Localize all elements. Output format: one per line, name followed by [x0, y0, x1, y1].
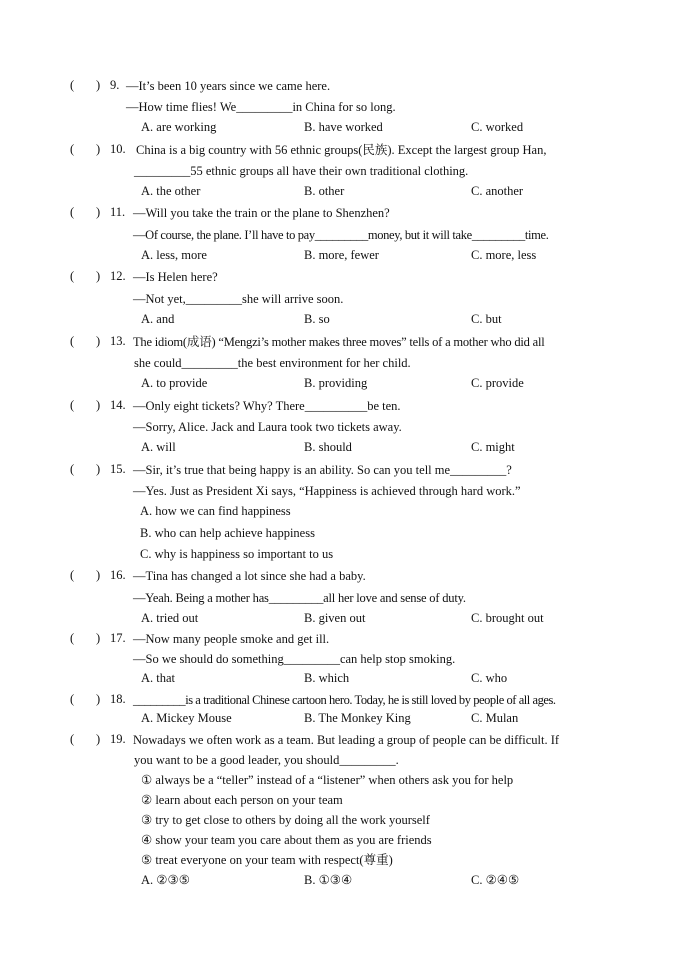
option-a[interactable]: A. are working — [141, 120, 217, 134]
option-b[interactable]: B. The Monkey King — [304, 711, 411, 725]
option-a[interactable]: A. and — [141, 312, 175, 326]
question-line: —Is Helen here? — [133, 270, 218, 284]
option-a[interactable]: A. how we can find happiness — [140, 504, 291, 518]
option-b[interactable]: B. other — [304, 184, 345, 198]
option-c[interactable]: C. more, less — [471, 248, 537, 262]
option-c[interactable]: C. ②④⑤ — [471, 873, 520, 887]
question-line: —How time flies! We_________in China for so long. — [126, 100, 396, 114]
option-a[interactable]: A. ②③⑤ — [141, 873, 190, 887]
question-line: she could_________the best environment for her child. — [134, 356, 411, 370]
option-a[interactable]: A. will — [141, 440, 176, 454]
option-c[interactable]: C. why is happiness so important to us — [140, 547, 334, 561]
question-number: 10. — [110, 142, 126, 156]
option-a[interactable]: A. to provide — [141, 376, 208, 390]
question-number: 18. — [110, 692, 126, 706]
option-b[interactable]: B. so — [304, 312, 330, 326]
question-line: —Now many people smoke and get ill. — [133, 632, 330, 646]
answer-blank[interactable]: ( ) — [70, 142, 101, 156]
question-line: —Yeah. Being a mother has_________all her love and sense of duty. — [133, 591, 466, 605]
question-line: —It’s been 10 years since we came here. — [126, 79, 331, 93]
question-line: China is a big country with 56 ethnic groups(民族). Except the largest group Han, — [136, 143, 547, 157]
option-c[interactable]: C. Mulan — [471, 711, 519, 725]
question-line: —Of course, the plane. I’ll have to pay_________money, but it will take_________time. — [133, 228, 549, 242]
statement-1: ① always be a “teller” instead of a “listener” when others ask you for help — [141, 773, 514, 787]
answer-blank[interactable]: ( ) — [70, 269, 101, 283]
statement-2: ② learn about each person on your team — [141, 793, 343, 807]
option-c[interactable]: C. another — [471, 184, 524, 198]
question-line: —Only eight tickets? Why? There__________be ten. — [133, 399, 401, 413]
question-line: —Will you take the train or the plane to Shenzhen? — [133, 206, 390, 220]
statement-4: ④ show your team you care about them as you are friends — [141, 833, 432, 847]
question-number: 9. — [110, 78, 120, 92]
question-number: 15. — [110, 462, 126, 476]
question-line: —Tina has changed a lot since she had a baby. — [133, 569, 366, 583]
option-c[interactable]: C. who — [471, 671, 508, 685]
option-c[interactable]: C. might — [471, 440, 515, 454]
option-b[interactable]: B. more, fewer — [304, 248, 379, 262]
answer-blank[interactable]: ( ) — [70, 462, 101, 476]
question-line: Nowadays we often work as a team. But leading a group of people can be difficult. If — [133, 733, 560, 747]
question-line: —Yes. Just as President Xi says, “Happiness is achieved through hard work.” — [133, 484, 521, 498]
statement-5: ⑤ treat everyone on your team with respect(尊重) — [141, 853, 393, 867]
question-number: 14. — [110, 398, 126, 412]
option-a[interactable]: A. the other — [141, 184, 201, 198]
option-b[interactable]: B. which — [304, 671, 350, 685]
question-line: _________is a traditional Chinese cartoon hero. Today, he is still loved by people of all ages. — [133, 693, 556, 707]
answer-blank[interactable]: ( ) — [70, 568, 101, 582]
question-line: you want to be a good leader, you should_________. — [134, 753, 399, 767]
option-c[interactable]: C. worked — [471, 120, 524, 134]
option-b[interactable]: B. given out — [304, 611, 366, 625]
question-number: 16. — [110, 568, 126, 582]
question-line: —Not yet,_________she will arrive soon. — [133, 292, 344, 306]
option-a[interactable]: A. that — [141, 671, 176, 685]
answer-blank[interactable]: ( ) — [70, 78, 101, 92]
option-a[interactable]: A. Mickey Mouse — [141, 711, 232, 725]
question-number: 19. — [110, 732, 126, 746]
answer-blank[interactable]: ( ) — [70, 732, 101, 746]
option-a[interactable]: A. less, more — [141, 248, 207, 262]
option-c[interactable]: C. provide — [471, 376, 524, 390]
option-c[interactable]: C. but — [471, 312, 502, 326]
question-line: —So we should do something_________can help stop smoking. — [133, 652, 456, 666]
answer-blank[interactable]: ( ) — [70, 398, 101, 412]
question-number: 11. — [110, 205, 126, 219]
option-a[interactable]: A. tried out — [141, 611, 199, 625]
question-line: The idiom(成语) “Mengzi’s mother makes three moves” tells of a mother who did all — [133, 335, 545, 349]
answer-blank[interactable]: ( ) — [70, 205, 101, 219]
answer-blank[interactable]: ( ) — [70, 692, 101, 706]
option-c[interactable]: C. brought out — [471, 611, 544, 625]
question-line: —Sorry, Alice. Jack and Laura took two tickets away. — [133, 420, 402, 434]
question-number: 12. — [110, 269, 126, 283]
option-b[interactable]: B. who can help achieve happiness — [140, 526, 315, 540]
answer-blank[interactable]: ( ) — [70, 334, 101, 348]
option-b[interactable]: B. should — [304, 440, 352, 454]
answer-blank[interactable]: ( ) — [70, 631, 101, 645]
question-line: —Sir, it’s true that being happy is an ability. So can you tell me_________? — [133, 463, 512, 477]
statement-3: ③ try to get close to others by doing all the work yourself — [141, 813, 430, 827]
option-b[interactable]: B. ①③④ — [304, 873, 353, 887]
question-number: 13. — [110, 334, 126, 348]
option-b[interactable]: B. providing — [304, 376, 368, 390]
question-number: 17. — [110, 631, 126, 645]
question-line: _________55 ethnic groups all have their own traditional clothing. — [134, 164, 469, 178]
option-b[interactable]: B. have worked — [304, 120, 383, 134]
